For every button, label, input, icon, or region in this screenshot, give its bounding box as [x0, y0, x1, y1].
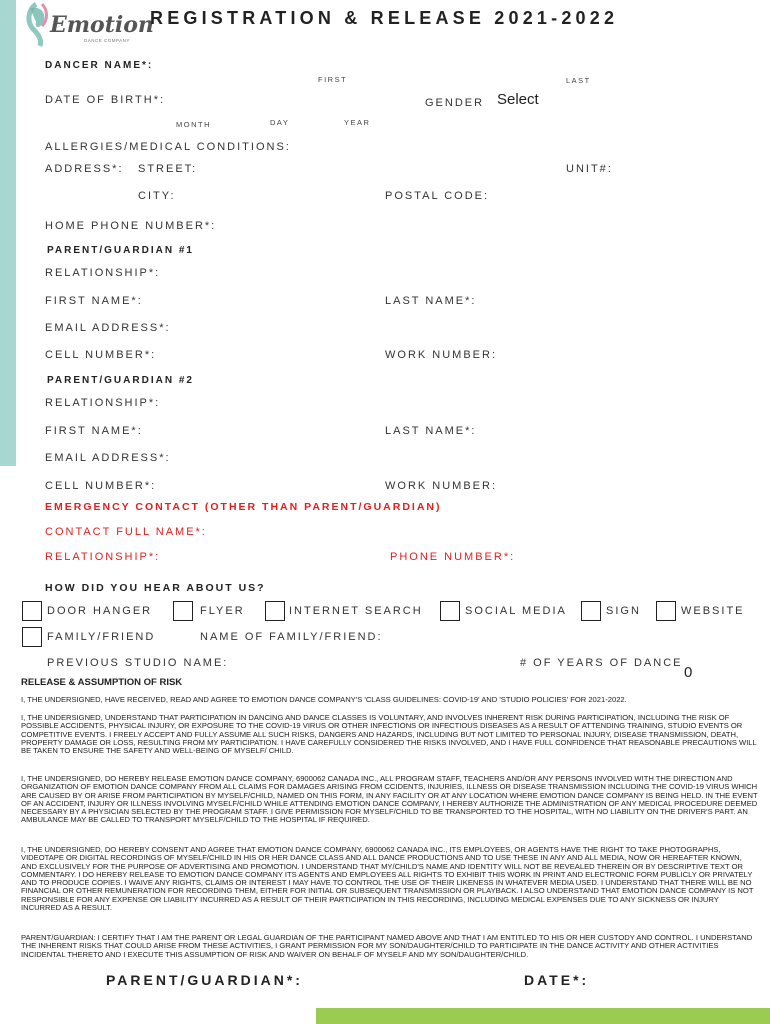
release-paragraph-2: I, THE UNDERSIGNED, UNDERSTAND THAT PARTICIPATION IN DANCING AND DANCE CLASSES IS VOLUNTARY, AND INVOLVES INHERENT RISK DURING PARTICIPATION, INCLUDING THE RISK OF POSSIBLE ACCIDENTS, PHYSICAL INJURY, OR EXPOSURE TO THE COVID-19 VIRUS OR OTHER INFECTIONS OR INFECTIOUS DISEASES AS A RESULT OF ATTENDING TRAINING, STUDIO EVENTS OR COMPETITIVE EVENTS. I FREELY ACCEPT AND FULLY ASSUME ALL SUCH RISKS, DANGERS AND HAZARDS, INCLUDING BUT NOT LIMITED TO PERSONAL INJURY, DISEASE TRANSMISSION, DEATH, PROPERTY DAMAGE OR LOSS, RESULTING FROM MY PARTICIPATION. I HAVE CAREFULLY CONSIDERED THE RISKS INVOLVED, AND I HAVE FULL CONFIDENCE THAT REASONABLE PRECAUTIONS WILL BE TAKEN TO ENSURE THE SAFETY AND WELL-BEING OF MYSELF/ CHILD. [21, 713, 757, 756]
sign-checkbox[interactable] [581, 601, 601, 621]
gender-select[interactable]: Select [497, 91, 539, 108]
guardian1-work-label: WORK NUMBER: [385, 349, 497, 361]
dob-label: DATE OF BIRTH*: [45, 94, 166, 106]
previous-studio-label: PREVIOUS STUDIO NAME: [47, 657, 229, 669]
parent-signature-label: PARENT/GUARDIAN*: [106, 972, 303, 988]
door-hanger-checkbox[interactable] [22, 601, 42, 621]
street-label: STREET: [138, 163, 198, 175]
year-sub-label: YEAR [344, 118, 371, 127]
website-checkbox[interactable] [656, 601, 676, 621]
guardian1-last-name-label: LAST NAME*: [385, 295, 477, 307]
release-paragraph-1: I, THE UNDERSIGNED, HAVE RECEIVED, READ AND AGREE TO EMOTION DANCE COMPANY'S 'CLASS GUIDELINES: COVID-19' AND 'STUDIO POLICIES' FOR 2021-2022. [21, 695, 627, 704]
page-title: REGISTRATION & RELEASE 2021-2022 [150, 8, 619, 28]
guardian2-relationship-label: RELATIONSHIP*: [45, 397, 161, 409]
release-paragraph-5: PARENT/GUARDIAN: I CERTIFY THAT I AM THE PARENT OR LEGAL GUARDIAN OF THE PARTICIPANT NAMED ABOVE AND THAT I AM ENTITLED TO HIS OR HER CUSTODY AND CONTROL. I UNDERSTAND THE INHERENT RISKS THAT COULD ARISE FROM THESE ACTIVITIES, I GRANT PERMISSION FOR MY SON/DAUGHTER/CHILD TO PARTICIPATE IN THE DANCE ACTIVITY AND OTHER ACTIVITIES INCIDENTAL THERETO AND I EXECUTE THIS ASSUMPTION OF RISK AND WAIVER ON BEHALF OF MYSELF AND MY SON/DAUGHTER/CHILD. [21, 933, 753, 959]
day-sub-label: DAY [270, 118, 290, 127]
guardian2-last-name-label: LAST NAME*: [385, 425, 477, 437]
family-friend-checkbox[interactable] [22, 627, 42, 647]
internet-search-checkbox[interactable] [265, 601, 285, 621]
hear-about-title: HOW DID YOU HEAR ABOUT US? [45, 582, 266, 594]
gender-label: GENDER [425, 97, 485, 109]
family-friend-name-label: NAME OF FAMILY/FRIEND: [200, 631, 383, 643]
flyer-label: FLYER [200, 605, 245, 617]
last-sub-label: LAST [566, 76, 591, 85]
guardian1-cell-label: CELL NUMBER*: [45, 349, 157, 361]
date-label: DATE*: [524, 972, 590, 988]
logo [22, 0, 154, 48]
guardian1-first-name-label: FIRST NAME*: [45, 295, 143, 307]
bottom-accent-bar [316, 1008, 770, 1024]
guardian2-work-label: WORK NUMBER: [385, 480, 497, 492]
allergies-label: ALLERGIES/MEDICAL CONDITIONS: [45, 141, 291, 153]
guardian1-email-label: EMAIL ADDRESS*: [45, 322, 171, 334]
years-of-dance-value[interactable]: 0 [684, 664, 693, 681]
guardian2-title: PARENT/GUARDIAN #2 [47, 375, 194, 386]
guardian2-first-name-label: FIRST NAME*: [45, 425, 143, 437]
guardian1-relationship-label: RELATIONSHIP*: [45, 267, 161, 279]
postal-code-label: POSTAL CODE: [385, 190, 490, 202]
guardian2-cell-label: CELL NUMBER*: [45, 480, 157, 492]
release-title: RELEASE & ASSUMPTION OF RISK [21, 677, 183, 688]
emergency-relationship-label: RELATIONSHIP*: [45, 551, 161, 563]
address-label: ADDRESS*: [45, 163, 124, 175]
guardian2-email-label: EMAIL ADDRESS*: [45, 452, 171, 464]
unit-label: UNIT#: [566, 163, 613, 175]
website-label: WEBSITE [681, 605, 745, 617]
dancer-name-label: DANCER NAME*: [45, 60, 154, 71]
first-sub-label: FIRST [318, 75, 348, 84]
logo-subtext: DANCE COMPANY [84, 38, 130, 43]
sign-label: SIGN [606, 605, 641, 617]
emergency-phone-label: PHONE NUMBER*: [390, 551, 516, 563]
left-accent-bar [0, 0, 16, 466]
social-media-label: SOCIAL MEDIA [465, 605, 567, 617]
guardian1-title: PARENT/GUARDIAN #1 [47, 245, 194, 256]
family-friend-label: FAMILY/FRIEND [47, 631, 156, 643]
years-of-dance-label: # OF YEARS OF DANCE [520, 657, 683, 669]
home-phone-label: HOME PHONE NUMBER*: [45, 220, 217, 232]
release-paragraph-3: I, THE UNDERSIGNED, DO HEREBY RELEASE EMOTION DANCE COMPANY, 6900062 CANADA INC., ALL PROGRAM STAFF, TEACHERS AND/OR ANY PERSONS INVOLVED WITH THE DIRECTION AND ORGANIZATION OF EMOTION DANCE COMPANY FROM ALL CLAIMS FOR DAMAGES ARISING FROM CCIDENTS, INJURIES, ILLNESS OR DISEASE TRANSMISSION INCLUDING THE COVID-19 VIRUS WHICH ARE CAUSED BY OR ARISE FROM PARTICIPATION BY MYSELF/CHILD, NAMED ON THIS FORM, IN ANY FACILITY OR AT ANY LOCATION WHERE EMOTION DANCE COMPANY IS BEING HELD. IN THE EVENT OF AN ACCIDENT, INJURY OR ILLNESS INVOLVING MYSELF/CHILD WHILE ATTENDING EMOTION DANCE COMPANY, I HEREBY AUTHORIZE THE ADMINISTRATION OF ANY MEDICAL PROCEDURE DEEMED NECESSARY BY A PHYSICIAN SELECTED BY THE PROGRAM STAFF. I GIVE PERMISSION FOR MYSELF/CHILD TO BE TRANSPORTED TO THE HOSPITAL, WITH NO LIABILITY ON THE DRIVER'S PART. AN AMBULANCE MAY BE CALLED TO TRANSPORT MYSELF/CHILD TO THE HOSPITAL IF REQUIRED. [21, 774, 758, 825]
emergency-title: EMERGENCY CONTACT (OTHER THAN PARENT/GUARDIAN) [45, 501, 442, 513]
flyer-checkbox[interactable] [173, 601, 193, 621]
month-sub-label: MONTH [176, 120, 211, 129]
door-hanger-label: DOOR HANGER [47, 605, 153, 617]
release-paragraph-4: I, THE UNDERSIGNED, DO HEREBY CONSENT AND AGREE THAT EMOTION DANCE COMPANY, 6900062 CANADA INC., ITS EMPLOYEES, OR AGENTS HAVE THE RIGHT TO TAKE PHOTOGRAPHS, VIDEOTAPE OR DIGITAL RECORDINGS OF MYSELF/CHILD IN HIS OR HER DANCE CLASS AND ALL DANCE PRODUCTIONS AND TO USE THESE IN ANY AND ALL MEDIA, NOW OR HEREAFTER KNOWN, AND EXCLUSIVELY FOR THE PURPOSE OF ADVERTISING AND PROMOTION. I UNDERSTAND THAT MY/CHILD'S NAME AND IDENTITY WILL NOT BE REVEALED THEREIN OR BY DESCRIPTIVE TEXT OR COMMENTARY. I DO HEREBY RELEASE TO EMOTION DANCE COMPANY ITS AGENTS AND EMPLOYEES ALL RIGHTS TO EXHIBIT THIS WORK IN PRINT AND ELECTRONIC FORM PUBLICLY OR PRIVATELY AND TO PRODUCE COPIES. I WAIVE ANY RIGHTS, CLAIMS OR INTEREST I MAY HAVE TO CONTROL THE USE OF THEIR LIKENESS IN WHATEVER MEDIA USED. I UNDERSTAND THAT THERE WILL BE NO FINANCIAL OR OTHER REMUNERATION FOR RECORDING THEM, EITHER FOR INITIAL OR SUBSEQUENT TRANSMISSION OR PLAYBACK. I ALSO UNDERSTAND THAT EMOTION DANCE COMPANY IS NOT RESPONSIBLE FOR ANY EXPENSE OR LIABILITY INCURRED AS A RESULT OF THEIR PARTICIPATION IN THIS RECORDING, INCLUDING MEDICAL EXPENSES DUE TO ANY SICKNESS OR INJURY INCURRED AS A RESULT. [21, 845, 754, 913]
internet-search-label: INTERNET SEARCH [289, 605, 423, 617]
logo-text: Emotion [50, 12, 154, 38]
city-label: CITY: [138, 190, 176, 202]
emergency-full-name-label: CONTACT FULL NAME*: [45, 526, 207, 538]
social-media-checkbox[interactable] [440, 601, 460, 621]
